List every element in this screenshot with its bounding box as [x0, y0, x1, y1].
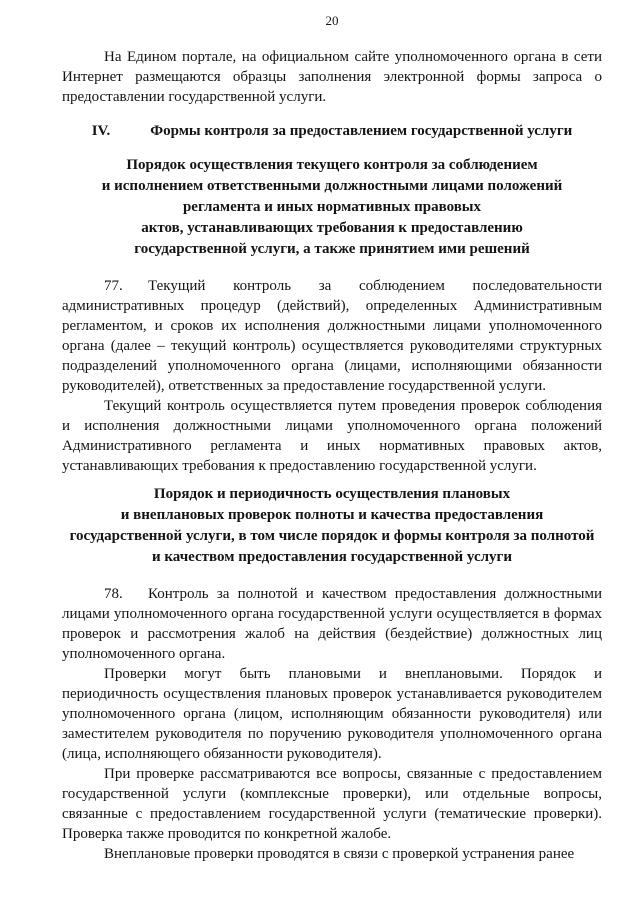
- clause-77-paragraph-2: Текущий контроль осуществляется путем проведения проверок соблюдения и исполнения должностными лицами уполномоченного органа положений Административного регламента и иных нормативных правовых актов, устанавливающих требования к предоставлению государственной услуги.: [62, 398, 602, 474]
- clause-78: [62, 584, 602, 664]
- subheading-inspections: [62, 484, 602, 568]
- clause-77-number: 77.: [104, 278, 123, 294]
- subheading-line: и качеством предоставления государственной услуги: [152, 549, 512, 565]
- subheading-current-control: [62, 155, 602, 260]
- clause-78-paragraph-3: При проверке рассматриваются все вопросы, связанные с предоставлением государственной услуги (комплексные проверки), или отдельные вопросы, связанные с предоставлением государственной услуги (тематические проверки). Проверка также проводится по конкретной жалобе.: [62, 766, 602, 842]
- subheading-line: государственной услуги, а также принятием ими решений: [134, 241, 530, 257]
- page-number: 20: [325, 13, 339, 28]
- clause-78-paragraph-4: Внеплановые проверки проводятся в связи с проверкой устранения ранее: [104, 846, 575, 862]
- clause-78-number: 78.: [104, 586, 123, 602]
- subheading-line: актов, устанавливающих требования к предоставлению: [141, 220, 523, 236]
- subheading-line: Порядок и периодичность осуществления плановых: [153, 486, 511, 502]
- subheading-line: и внеплановых проверок полноты и качества предоставления: [120, 507, 544, 523]
- clause-77-text: Текущий контроль за соблюдением последовательности административных процедур (действий), определенных Административным регламентом, и сроков их исполнения должностными лицами уполномоченного органа (далее – текущий контроль) осуществляется руководителями структурных подразделений уполномоченного органа (лицами, исполняющими обязанности руководителей), ответственных за предоставление государственной услуги.: [62, 278, 602, 394]
- clause-77: [62, 276, 602, 396]
- subheading-line: Порядок осуществления текущего контроля за соблюдением: [126, 157, 538, 173]
- subheading-line: и исполнением ответственными должностными лицами положений: [101, 178, 563, 194]
- section-number: IV.: [91, 123, 111, 139]
- clause-78-text: Контроль за полнотой и качеством предоставления должностными лицами уполномоченного органа государственной услуги осуществляется в формах проверок и рассмотрения жалоб на действия (бездействие) должностных лиц уполномоченного органа.: [62, 586, 602, 662]
- section-title: Формы контроля за предоставлением государственной услуги: [150, 123, 573, 139]
- clause-78-paragraph-2: Проверки могут быть плановыми и внеплановыми. Порядок и периодичность осуществления плановых проверок устанавливается руководителем уполномоченного органа (лицом, исполняющим обязанности руководителя) или заместителем руководителя по поручению руководителя уполномоченного органа (лица, исполняющего обязанности руководителя).: [62, 666, 602, 762]
- intro-paragraph: На Едином портале, на официальном сайте уполномоченного органа в сети Интернет размещаются образцы заполнения электронной формы запроса о предоставлении государственной услуги.: [62, 49, 602, 105]
- subheading-line: регламента и иных нормативных правовых: [182, 199, 482, 215]
- subheading-line: государственной услуги, в том числе порядок и формы контроля за полнотой: [69, 528, 595, 544]
- section-heading: [62, 121, 602, 141]
